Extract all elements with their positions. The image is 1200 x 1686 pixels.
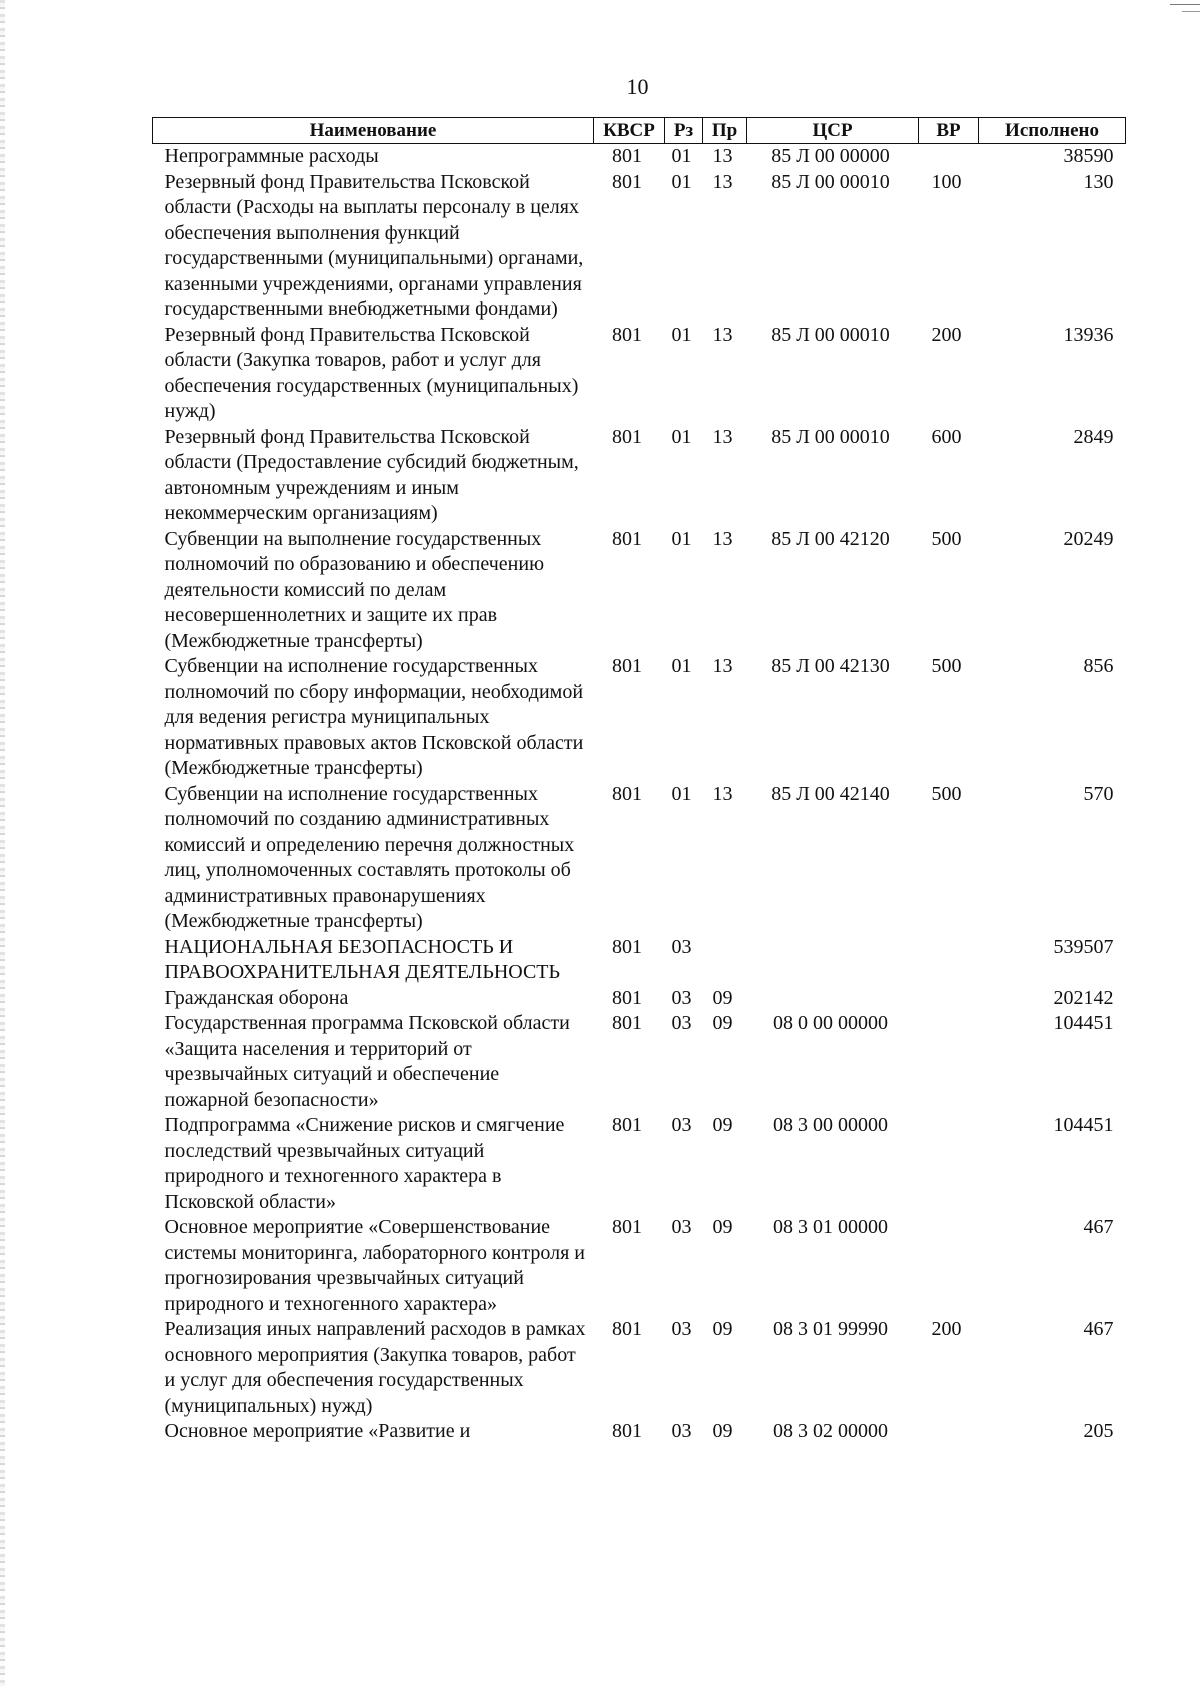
cell-csr [747, 986, 919, 1012]
cell-rz: 01 [671, 655, 692, 677]
table-row [153, 323, 1126, 425]
cell-name: Подпрограмма «Снижение рисков и смягчение последствий чрезвычайных ситуаций природного и техногенного характера в Псковской области» [164, 1114, 565, 1213]
cell-vr: 200 [931, 323, 962, 346]
cell-executed: 2849 [1073, 425, 1114, 448]
cell-rz: 01 [671, 782, 692, 805]
table-body [153, 144, 1126, 1445]
cell-name: Субвенции на исполнение государственных полномочий по сбору информации, необходимой для ведения регистра муниципальных нормативных правовых актов Псковской области (Межбюджетные трансферты) [164, 655, 584, 779]
cell-vr: 200 [931, 1318, 962, 1340]
cell-name: Основное мероприятие «Совершенствование системы мониторинга, лабораторного контроля и прогнозирования чрезвычайных ситуаций природного и техногенного характера» [164, 1216, 585, 1315]
cell-pr [703, 935, 747, 986]
cell-pr: 09 [712, 986, 733, 1009]
cell-kvsr: 801 [612, 527, 642, 550]
table-row [153, 986, 1126, 1012]
cell-kvsr: 801 [612, 425, 642, 448]
cell-csr [747, 935, 919, 986]
cell-kvsr: 801 [612, 986, 642, 1009]
cell-name: Непрограммные расходы [164, 145, 379, 167]
cell-executed: 570 [1083, 782, 1114, 805]
cell-vr [919, 1215, 979, 1317]
cell-pr: 09 [712, 1216, 733, 1238]
table-row [153, 144, 1126, 170]
cell-executed: 202142 [1053, 986, 1114, 1009]
cell-vr: 100 [931, 170, 962, 193]
cell-csr: 85 Л 00 00010 [771, 425, 890, 448]
cell-executed: 104451 [1053, 1114, 1114, 1136]
cell-vr: 600 [931, 425, 962, 448]
cell-rz: 03 [671, 1012, 692, 1034]
cell-executed: 130 [1083, 170, 1114, 193]
cell-rz: 01 [671, 170, 692, 193]
budget-table [152, 117, 1126, 1445]
scan-corner-mark [1182, 11, 1200, 12]
cell-rz: 01 [671, 145, 692, 167]
cell-name: Гражданская оборона [164, 986, 349, 1009]
cell-pr: 13 [712, 527, 733, 550]
table-row [153, 1113, 1126, 1215]
cell-kvsr: 801 [612, 1114, 642, 1136]
cell-vr [919, 1113, 979, 1215]
cell-rz: 03 [671, 986, 692, 1009]
cell-name: НАЦИОНАЛЬНАЯ БЕЗОПАСНОСТЬ И ПРАВООХРАНИТЕЛЬНАЯ ДЕЯТЕЛЬНОСТЬ [164, 935, 560, 983]
cell-executed: 856 [1083, 655, 1114, 677]
cell-kvsr: 801 [612, 1318, 642, 1340]
table-row [153, 527, 1126, 655]
cell-executed: 467 [1083, 1318, 1114, 1340]
cell-pr: 09 [712, 1318, 733, 1340]
cell-csr: 08 3 02 00000 [773, 1420, 888, 1442]
cell-csr: 85 Л 00 42140 [771, 782, 890, 805]
cell-kvsr: 801 [612, 655, 642, 677]
cell-vr [919, 144, 979, 170]
cell-csr: 85 Л 00 00010 [771, 323, 890, 346]
cell-csr: 08 0 00 00000 [773, 1012, 888, 1034]
cell-executed: 20249 [1063, 527, 1114, 550]
header-name: Наименование [153, 118, 594, 144]
cell-executed: 104451 [1053, 1012, 1114, 1034]
scan-edge-artifact [0, 0, 5, 1686]
cell-pr: 13 [712, 170, 733, 193]
cell-name: Государственная программа Псковской области «Защита населения и территорий от чрезвычайных ситуаций и обеспечение пожарной безопасности» [164, 1012, 570, 1111]
cell-name: Субвенции на выполнение государственных полномочий по образованию и обеспечению деятельности комиссий по делам несовершеннолетних и защите их прав (Межбюджетные трансферты) [164, 527, 545, 652]
cell-name: Резервный фонд Правительства Псковской области (Расходы на выплаты персоналу в целях обеспечения выполнения функций государственными (муниципальными) органами, казенными учреждениями, органами управления государственными внебюджетными фондами) [164, 170, 584, 320]
table-row [153, 935, 1126, 986]
cell-pr: 09 [712, 1012, 733, 1034]
cell-rz: 03 [671, 1216, 692, 1238]
cell-rz: 03 [671, 935, 692, 958]
cell-kvsr: 801 [612, 145, 642, 167]
cell-vr: 500 [931, 655, 962, 677]
table-row [153, 782, 1126, 935]
cell-csr: 85 Л 00 42130 [771, 655, 890, 677]
cell-pr: 09 [712, 1420, 733, 1442]
cell-vr: 500 [931, 782, 962, 805]
cell-kvsr: 801 [612, 1216, 642, 1238]
table-row [153, 1419, 1126, 1445]
cell-rz: 03 [671, 1420, 692, 1442]
cell-pr: 13 [712, 425, 733, 448]
cell-kvsr: 801 [612, 323, 642, 346]
cell-kvsr: 801 [612, 935, 642, 958]
table-header [153, 118, 1126, 144]
cell-vr [919, 935, 979, 986]
cell-name: Основное мероприятие «Развитие и [164, 1420, 471, 1442]
cell-kvsr: 801 [612, 170, 642, 193]
cell-kvsr: 801 [612, 782, 642, 805]
cell-kvsr: 801 [612, 1420, 642, 1442]
header-executed: Исполнено [979, 118, 1126, 144]
cell-rz: 03 [671, 1114, 692, 1136]
cell-rz: 01 [671, 527, 692, 550]
cell-rz: 03 [671, 1318, 692, 1340]
cell-csr: 08 3 01 00000 [773, 1216, 888, 1238]
cell-pr: 13 [712, 323, 733, 346]
cell-executed: 205 [1083, 1420, 1114, 1442]
cell-vr: 500 [931, 527, 962, 550]
header-kvsr: КВСР [594, 118, 665, 144]
cell-pr: 13 [712, 145, 733, 167]
cell-vr [919, 1011, 979, 1113]
table-row [153, 1011, 1126, 1113]
header-vr: ВР [919, 118, 979, 144]
cell-pr: 09 [712, 1114, 733, 1136]
header-csr: ЦСР [747, 118, 919, 144]
header-pr: Пр [703, 118, 747, 144]
cell-pr: 13 [712, 782, 733, 805]
cell-name: Резервный фонд Правительства Псковской области (Закупка товаров, работ и услуг для обеспечения государственных (муниципальных) нужд) [164, 323, 579, 422]
cell-rz: 01 [671, 425, 692, 448]
table-row [153, 425, 1126, 527]
cell-executed: 539507 [1053, 935, 1114, 958]
cell-pr: 13 [712, 655, 733, 677]
page-number: 10 [626, 74, 649, 99]
cell-vr [919, 986, 979, 1012]
cell-csr: 85 Л 00 00000 [771, 145, 890, 167]
cell-name: Субвенции на исполнение государственных полномочий по созданию административных комиссий и определению перечня должностных лиц, уполномоченных составлять протоколы об административных правонарушениях (Межбюджетные трансферты) [164, 782, 575, 932]
scan-corner-mark [1170, 4, 1200, 5]
cell-kvsr: 801 [612, 1012, 642, 1034]
table-row [153, 170, 1126, 323]
table-row [153, 1317, 1126, 1419]
cell-name: Реализация иных направлений расходов в рамках основного мероприятия (Закупка товаров, работ и услуг для обеспечения государственных (муниципальных) нужд) [164, 1318, 586, 1417]
cell-rz: 01 [671, 323, 692, 346]
cell-executed: 467 [1083, 1216, 1114, 1238]
cell-csr: 08 3 00 00000 [773, 1114, 888, 1136]
cell-executed: 38590 [1063, 145, 1114, 167]
cell-csr: 85 Л 00 00010 [771, 170, 890, 193]
cell-executed: 13936 [1063, 323, 1114, 346]
cell-vr [919, 1419, 979, 1445]
cell-csr: 85 Л 00 42120 [771, 527, 890, 550]
header-rz: Рз [665, 118, 703, 144]
table-row [153, 1215, 1126, 1317]
table-row [153, 654, 1126, 782]
cell-csr: 08 3 01 99990 [773, 1318, 888, 1340]
cell-name: Резервный фонд Правительства Псковской области (Предоставление субсидий бюджетным, автономным учреждениям и иным некоммерческим организациям) [164, 425, 579, 524]
